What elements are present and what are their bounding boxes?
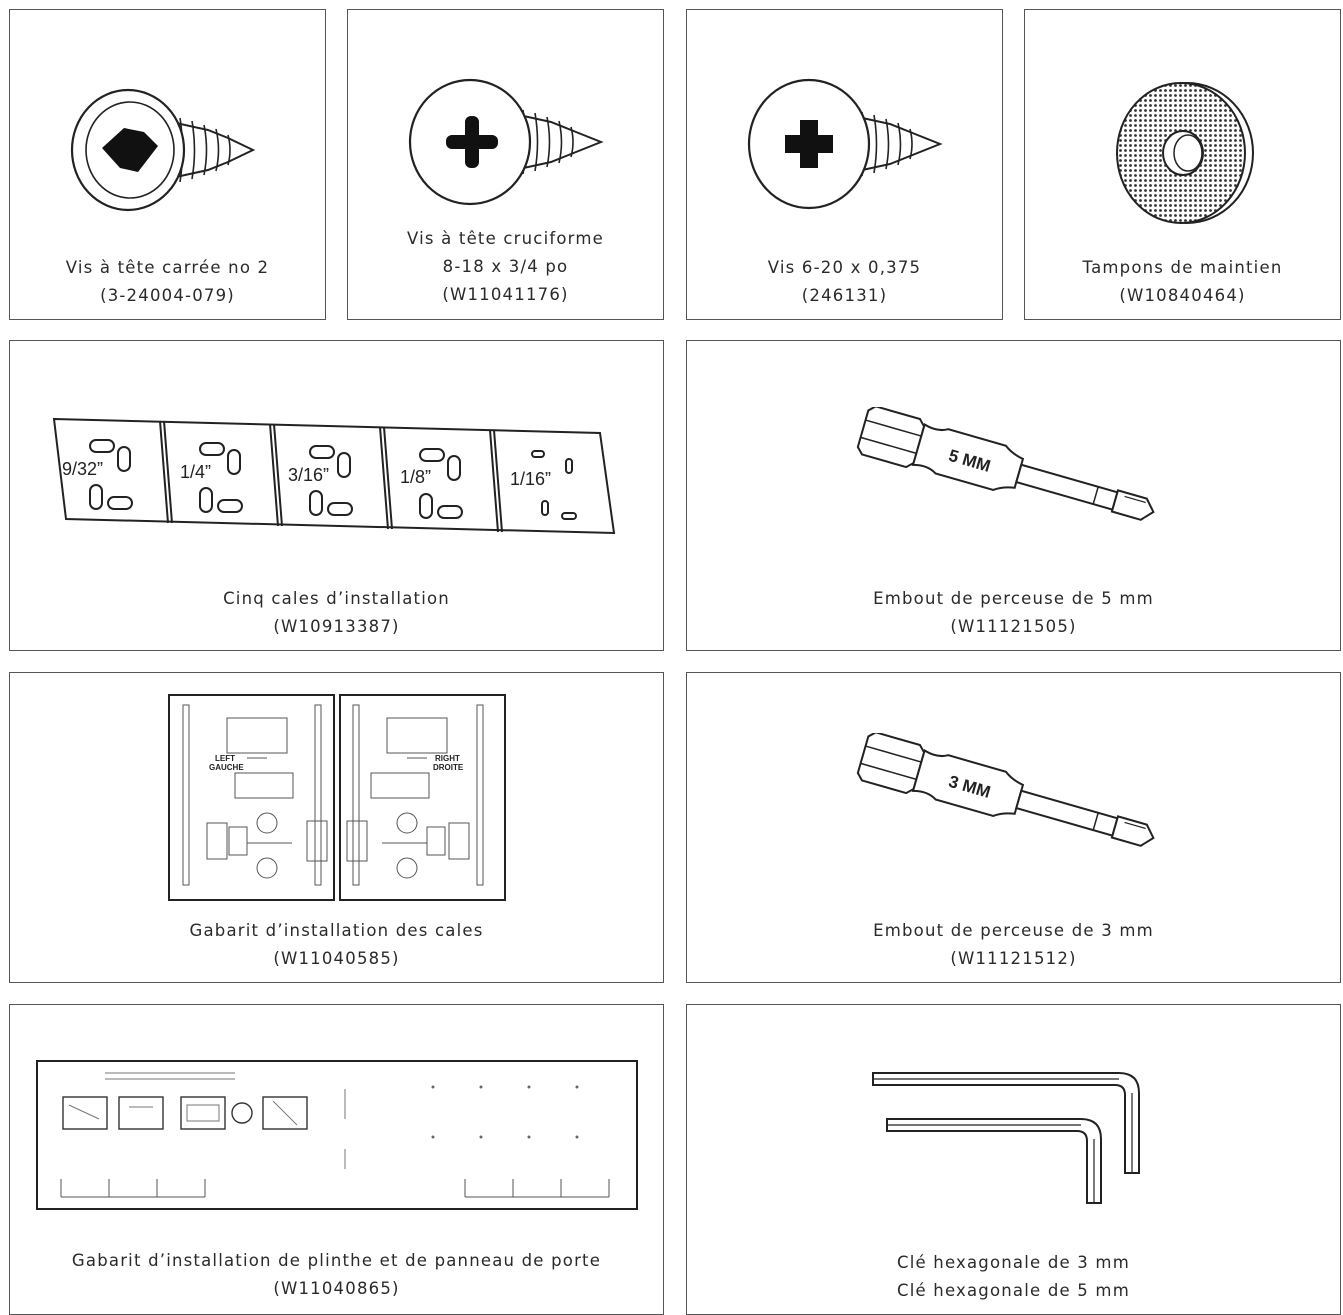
shim-label: 1/8”	[399, 467, 431, 487]
part-name: Embout de perceuse de 3 mm	[873, 921, 1154, 940]
part-number: (W11041176)	[442, 285, 569, 304]
part-number: (3-24004-079)	[100, 286, 235, 305]
template-icon	[10, 693, 663, 903]
drill-bit-icon	[687, 733, 1340, 863]
long-template-icon	[10, 1059, 663, 1211]
drill-bit-icon	[687, 407, 1340, 537]
template-label: GAUCHE	[208, 763, 244, 772]
phillips-screw-icon	[687, 74, 1002, 214]
part-card-shims	[9, 340, 664, 651]
part-card-screw-6-20	[686, 9, 1003, 320]
part-name: Vis à tête carrée no 2	[65, 258, 270, 277]
template-label: RIGHT	[434, 754, 460, 763]
part-number: (W10840464)	[1119, 286, 1246, 305]
part-name: Vis à tête cruciforme	[407, 229, 604, 248]
part-number: (W10913387)	[273, 617, 400, 636]
hex-key-icon	[687, 1069, 1340, 1209]
part-card-bit-3mm	[686, 672, 1341, 983]
part-size: 8-18 x 3/4 po	[442, 257, 569, 276]
part-name: Embout de perceuse de 5 mm	[873, 589, 1154, 608]
template-label: LEFT	[214, 754, 235, 763]
shim-label: 9/32”	[61, 459, 103, 479]
phillips-screw-icon	[348, 72, 663, 212]
part-name: Tampons de maintien	[1082, 258, 1283, 277]
part-name: Gabarit d’installation de plinthe et de panneau de porte	[71, 1251, 602, 1270]
shim-label: 1/4”	[179, 462, 211, 482]
part-card-shim-template	[9, 672, 664, 983]
shim-label: 1/16”	[509, 469, 551, 489]
part-card-toe-kick-template	[9, 1004, 664, 1315]
part-number: (W11121512)	[950, 949, 1077, 968]
part-name: Clé hexagonale de 5 mm	[897, 1281, 1130, 1300]
part-number: (W11121505)	[950, 617, 1077, 636]
pad-icon	[1025, 78, 1340, 228]
part-number: (W11040865)	[273, 1279, 400, 1298]
bit-size-label: 3 MM	[946, 771, 993, 802]
part-card-square-screw	[9, 9, 326, 320]
part-number: (W11040585)	[273, 949, 400, 968]
part-card-phillips-screw	[347, 9, 664, 320]
bit-size-label: 5 MM	[946, 445, 993, 476]
part-name: Cinq cales d’installation	[223, 589, 450, 608]
part-name: Gabarit d’installation des cales	[189, 921, 484, 940]
part-number: (246131)	[801, 286, 888, 305]
part-card-hex-keys	[686, 1004, 1341, 1315]
template-label: DROITE	[432, 763, 463, 772]
part-name: Clé hexagonale de 3 mm	[897, 1253, 1130, 1272]
shim-label: 3/16”	[287, 465, 329, 485]
square-drive-screw-icon	[10, 80, 325, 220]
part-card-holding-pads	[1024, 9, 1341, 320]
part-name: Vis 6-20 x 0,375	[767, 258, 922, 277]
shims-icon	[10, 415, 663, 540]
part-card-bit-5mm	[686, 340, 1341, 651]
